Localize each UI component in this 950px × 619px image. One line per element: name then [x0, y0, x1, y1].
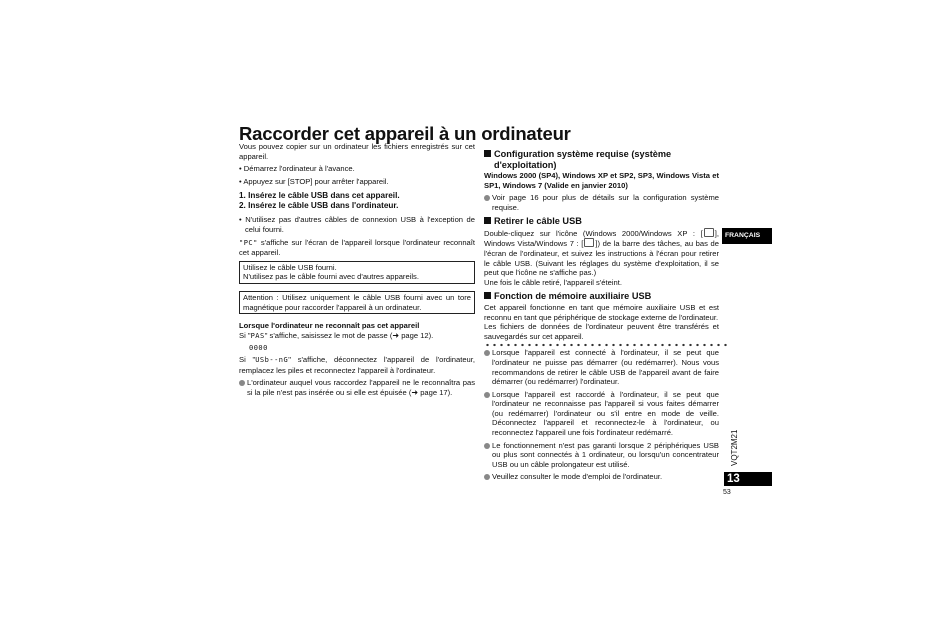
safely-remove-hardware-icon: [704, 228, 714, 237]
usb-bullet-4: Veuillez consulter le mode d'emploi de l'ordinateur.: [484, 472, 719, 482]
language-tab: FRANÇAIS: [722, 228, 772, 244]
remove-heading: Retirer le câble USB: [484, 216, 719, 227]
step-1: 1. Insérez le câble USB dans cet appareil.: [239, 191, 400, 201]
sysreq-note: Voir page 16 pour plus de détails sur la configuration système requise.: [484, 193, 719, 212]
usb-ng-segment-display: USb--nG: [255, 355, 289, 364]
bullet-dot-icon: [484, 195, 490, 201]
usb-ng-note: Si "USb--nG" s'affiche, déconnectez l'appareil de l'ordinateur, remplacez les piles et reconnectez l'appareil à l'ordinateur.: [239, 354, 476, 375]
bullet-dot-icon: [484, 443, 490, 449]
page-number: 13: [724, 472, 772, 486]
model-code: VQT2M21: [730, 429, 739, 466]
bullet-dot-icon: [484, 350, 490, 356]
pas-segment-display: PAS: [250, 331, 265, 340]
prep-item-2: • Appuyez sur [STOP] pour arrêter l'appareil.: [239, 176, 389, 186]
dotted-separator: [484, 343, 729, 347]
attention-box: Attention : Utilisez uniquement le câble USB fourni avec un tore magnétique pour raccorder l'appareil à un ordinateur.: [239, 291, 475, 314]
sysreq-heading: Configuration système requise (système d'exploitation): [484, 149, 719, 170]
usbmem-heading: Fonction de mémoire auxiliaire USB: [484, 291, 719, 302]
remove-text: Double-cliquez sur l'icône (Windows 2000/Windows XP : [ ], Windows Vista/Windows 7 : [ ]) de la barre des tâches, au bas de l'écran de l'ordinateur, et suivez les instructions à l'écran pour retirer le câble USB. (Suivant les réglages du système d'exploitation, il se peut que l'icône ne s'affiche pas.): [484, 228, 719, 278]
sysreq-os: Windows 2000 (SP4), Windows XP et SP2, SP3, Windows Vista et SP1, Windows 7 (Valide en janvier 2010): [484, 171, 719, 190]
box-line-2: N'utilisez pas le câble fourni avec d'autres appareils.: [243, 272, 419, 282]
square-bullet-icon: [484, 217, 491, 224]
password-note: Si "PAS" s'affiche, saisissez le mot de passe (➜ page 12).: [239, 330, 434, 340]
intro-text: Vous pouvez copier sur un ordinateur les fichiers enregistrés sur cet appareil.: [239, 142, 475, 161]
bullet-dot-icon: [484, 392, 490, 398]
arrow-right-icon: ➜: [392, 330, 400, 340]
steps: [239, 191, 475, 211]
step-2: 2. Insérez le câble USB dans l'ordinateur.: [239, 201, 399, 211]
note-cable: • N'utilisez pas d'autres câbles de connexion USB à l'exception de celui fourni.: [239, 215, 475, 234]
note-pc-display: "PC" s'affiche sur l'écran de l'appareil lorsque l'ordinateur reconnaît cet appareil.: [239, 237, 475, 258]
bullet-dot-icon: [239, 380, 245, 386]
usbmem-text-1: Cet appareil fonctionne en tant que mémoire auxiliaire USB et est reconnu en tant que périphérique de stockage externe de l'ordinateur.: [484, 302, 719, 322]
box-line-1: Utilisez le câble USB fourni.: [243, 262, 337, 272]
pc-segment-display: "PC": [239, 238, 258, 247]
usb-bullet-3: Le fonctionnement n'est pas garanti lorsque 2 périphériques USB ou plus sont connectés à 1 ordinateur, ou lorsqu'un concentrateur USB ou un câble prolongateur est utilisé.: [484, 441, 719, 470]
right-column: [484, 145, 719, 485]
battery-note: L'ordinateur auquel vous raccordez l'appareil ne le reconnaîtra pas si la pile n'est pas insérée ou si elle est épuisée (➜ page 17).: [239, 378, 475, 397]
arrow-right-icon: ➜: [411, 387, 419, 397]
sub-page-number: 53: [723, 489, 731, 496]
bullet-dot-icon: [484, 474, 490, 480]
left-column: [239, 142, 475, 400]
code-segment-display: 0000: [249, 344, 268, 353]
usb-bullet-2: Lorsque l'appareil est raccordé à l'ordinateur, il se peut que l'ordinateur ne reconnaisse pas l'appareil si vous faites démarrer (ou redémarrer) l'ordinateur ou s'il entre en mode de veille. Déconnectez l'appareil et reconnectez-le à l'ordinateur, ou reconnectez l'appareil une fois l'ordinateur redémarré.: [484, 390, 719, 438]
usbmem-text-2: Les fichiers de données de l'ordinateur peuvent être transférés et sauvegardés sur cet appareil.: [484, 322, 719, 341]
prep-item-1: • Démarrez l'ordinateur à l'avance.: [239, 164, 355, 174]
usb-bullet-1: Lorsque l'appareil est connecté à l'ordinateur, il se peut que l'ordinateur ne puisse pas démarrer (ou redémarrer). Nous vous recommandons de retirer le câble USB de l'appareil avant de faire démarrer (ou redémarrer) l'ordinateur.: [484, 348, 719, 386]
square-bullet-icon: [484, 292, 491, 299]
unrecognized-heading: Lorsque l'ordinateur ne reconnaît pas cet appareil: [239, 321, 420, 331]
safely-remove-hardware-icon: [584, 238, 594, 247]
page-title: Raccorder cet appareil à un ordinateur: [239, 123, 571, 144]
square-bullet-icon: [484, 150, 491, 157]
remove-after: Une fois le câble retiré, l'appareil s'éteint.: [484, 277, 622, 287]
cable-notice-box: [239, 261, 475, 284]
